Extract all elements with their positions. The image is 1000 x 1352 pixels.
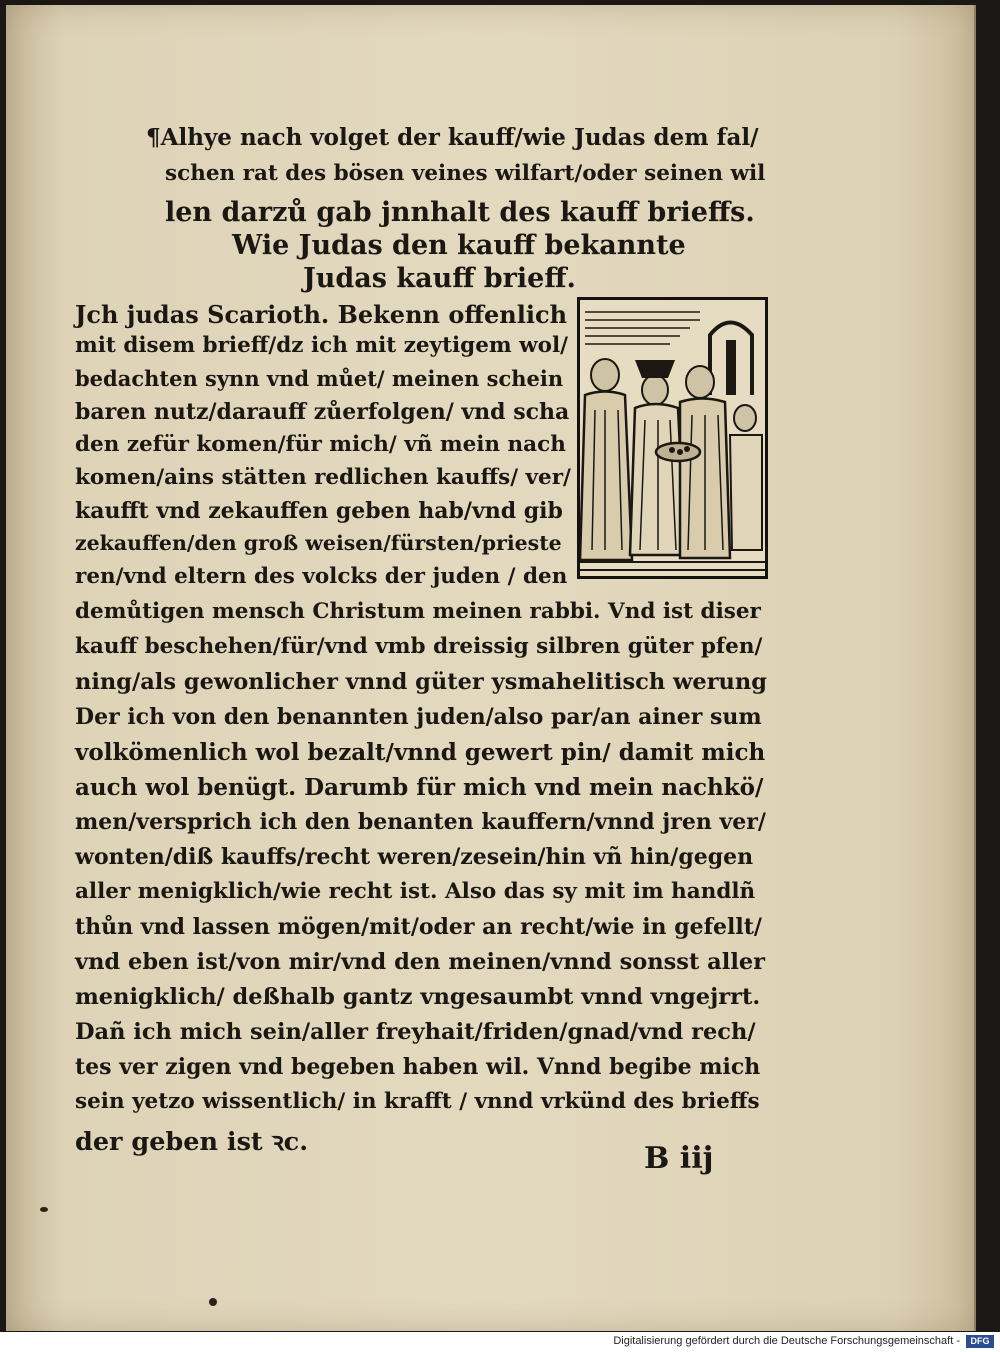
body-line: kauff beschehen/für/vnd vmb dreissig silbren güter pfen/ [75,634,763,659]
dfg-logo: DFG [966,1335,994,1348]
body-line: zekauffen/den groß weisen/fürsten/prieste [75,531,562,555]
signature-mark: B iij [644,1141,714,1176]
body-line: den zefür komen/für mich/ vñ mein nach [75,432,566,457]
body-line: wonten/diß kauffs/recht weren/zesein/hin vñ hin/gegen [75,844,754,870]
body-line: volkömenlich wol bezalt/vnnd gewert pin/ damit mich [75,739,766,766]
body-line: ning/als gewonlicher vnnd güter ysmahelitisch werung [75,669,768,695]
body-line: demůtigen mensch Christum meinen rabbi. Vnd ist diser [75,599,761,624]
body-line: komen/ains stätten redlichen kauffs/ ver/ [75,465,571,490]
body-line: mit disem brieff/dz ich mit zeytigem wol/ [75,333,568,358]
body-line: kaufft vnd zekauffen geben hab/vnd gib [75,498,563,524]
woodcut-illustration [577,297,768,579]
body-line: bedachten synn vnd můet/ meinen schein [75,366,564,391]
body-line: Dañ ich mich sein/aller freyhait/friden/gnad/vnd rech/ [75,1019,756,1045]
body-line: tes ver zigen vnd begeben haben wil. Vnnd begibe mich [75,1054,761,1080]
body-line: Jch judas Scarioth. Bekenn offenlich [75,300,568,329]
body-line: thůn vnd lassen mögen/mit/oder an recht/wie in gefellt/ [75,914,762,940]
body-line: sein yetzo wissentlich/ in krafft / vnnd vrkünd des brieffs [75,1089,760,1114]
heading-line: ¶Alhye nach volget der kauff/wie Judas dem fal/ [146,124,759,151]
body-line: aller menigklich/wie recht ist. Also das sy mit im handlñ [75,879,756,904]
heading-line: len darzů gab jnnhalt des kauff brieffs. [165,197,755,228]
heading-line: schen rat des bösen veines wilfart/oder seinen wil [165,161,766,186]
section-subtitle: Judas kauff brieff. [303,263,576,294]
funding-credit: Digitalisierung gefördert durch die Deutsche Forschungsgemeinschaft - [613,1335,960,1347]
body-line: ren/vnd eltern des volcks der juden / den [75,564,568,589]
body-line: Der ich von den benannten juden/also par/an ainer sum [75,704,762,730]
body-line: der geben ist ꝛc. [75,1127,309,1157]
body-line: auch wol benügt. Darumb für mich vnd mein nachkö/ [75,774,764,801]
body-line: vnd eben ist/von mir/vnd den meinen/vnnd sonsst aller [75,949,766,975]
ink-speck [40,1207,48,1212]
body-line: baren nutz/darauff zůerfolgen/ vnd scha [75,399,570,425]
body-line: men/versprich ich den benanten kauffern/vnnd jren ver/ [75,809,766,835]
body-line: menigklich/ deßhalb gantz vngesaumbt vnnd vngejrrt. [75,984,761,1010]
ink-speck [209,1298,217,1306]
section-title: Wie Judas den kauff bekannte [232,230,686,261]
footer-bar [0,1332,1000,1352]
